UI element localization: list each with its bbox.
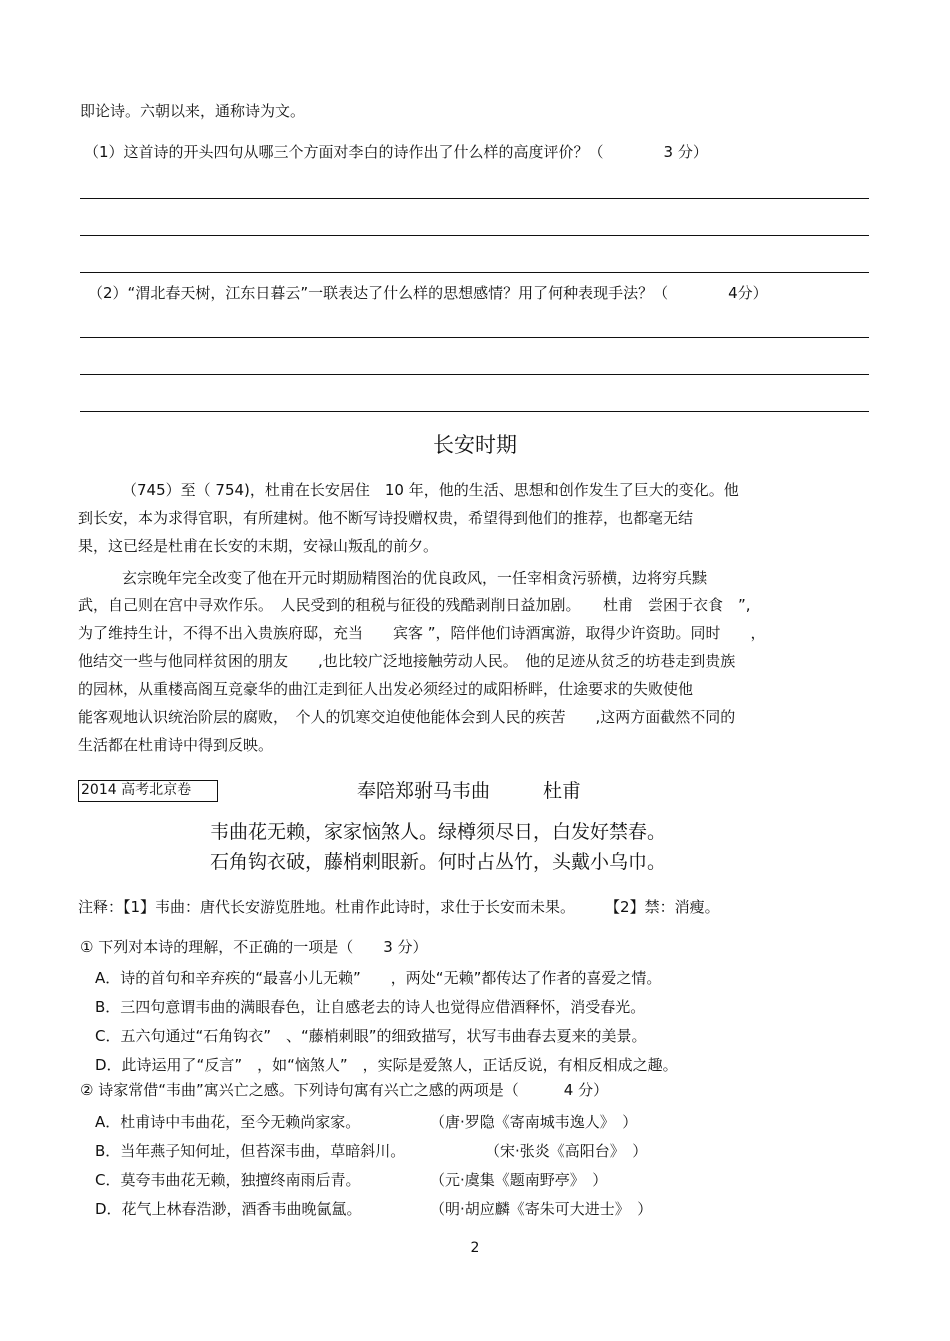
option-a: A．诗的首句和辛弃疾的“最喜小儿无赖” ，两处“无赖”都传达了作者的喜爱之情。 [95,969,662,987]
option-b: B．三四句意谓韦曲的满眼春色，让自感老去的诗人也觉得应借酒释怀，消受春光。 [95,998,646,1016]
option-c: C．莫夸韦曲花无赖，独擅终南雨后青。 [95,1171,361,1189]
option-c-source: （元·虞集《题南野亭》 ） [430,1171,608,1189]
answer-line [80,337,869,338]
paragraph-line: 他结交一些与他同样贫困的朋友 ,也比较广泛地接触劳动人民。 他的足迹从贫乏的坊巷走到贵族 [78,652,736,670]
paragraph-line: 能客观地认识统治阶层的腐败， 个人的饥寒交迫使他能体会到人民的疾苦 ,这两方面截然不同的 [78,708,736,726]
option-a-source: （唐·罗隐《寄南城韦逸人》 ） [430,1113,638,1131]
answer-line [80,411,869,412]
exam-source-tag: 2014 高考北京卷 [78,780,218,802]
question-2-prompt: （2）“渭北春天树，江东日暮云”一联表达了什么样的思想感情？用了何种表现手法？（ 4分） [88,284,768,302]
option-d-source: （明·胡应麟《寄朱可大进士》 ） [430,1200,653,1218]
poem-title: 奉陪郑驸马韦曲 [357,780,491,802]
option-b-source: （宋·张炎《高阳台》 ） [485,1142,648,1160]
answer-line [80,235,869,236]
option-a: A．杜甫诗中韦曲花，至今无赖尚家家。 [95,1113,361,1131]
option-b: B．当年燕子知何址，但苔深韦曲，草暗斜川。 [95,1142,406,1160]
paragraph-line: 武，自己则在宫中寻欢作乐。 人民受到的租税与征役的残酷剥削日益加剧。 杜甫 尝困于衣食 ”, [78,596,751,614]
poem-line: 韦曲花无赖，家家恼煞人。绿樽须尽日，白发好禁春。 [210,821,667,843]
option-c: C．五六句通过“石角钩衣” 、“藤梢刺眼”的细致描写，状写韦曲春去夏来的美景。 [95,1027,647,1045]
paragraph-line: （745）至（ 754)，杜甫在长安居住 10 年，他的生活、思想和创作发生了巨大的变化。他 [122,481,739,499]
option-d: D．此诗运用了“反言” ，如“恼煞人” ，实际是爱煞人，正话反说，有相反相成之趣。 [95,1056,678,1074]
answer-line [80,198,869,199]
question-1-stem: ① 下列对本诗的理解，不正确的一项是（ 3 分） [80,938,428,956]
answer-line [80,374,869,375]
paragraph-line: 玄宗晚年完全改变了他在开元时期励精图治的优良政风，一任宰相贪污骄横，边将穷兵黩 [122,569,708,587]
page-number: 2 [470,1240,480,1256]
question-2-stem: ② 诗家常借“韦曲”寓兴亡之感。下列诗句寓有兴亡之感的两项是（ 4 分） [80,1081,609,1099]
paragraph-line: 生活都在杜甫诗中得到反映。 [78,736,274,754]
question-1-prompt: （1）这首诗的开头四句从哪三个方面对李白的诗作出了什么样的高度评价？（ 3 分） [84,143,708,161]
paragraph-line: 的园林，从重楼高阁互竞豪华的曲江走到征人出发必须经过的咸阳桥畔，仕途要求的失败使他 [78,680,694,698]
poem-line: 石角钩衣破，藤梢刺眼新。何时占丛竹，头戴小乌巾。 [210,851,667,873]
poem-author: 杜甫 [543,780,582,802]
paragraph-line: 为了维持生计，不得不出入贵族府邸，充当 宾客 ”，陪伴他们诗酒寓游，取得少许资助。同时 ， [78,624,766,642]
option-d: D．花气上林春浩渺，酒香韦曲晚氤氲。 [95,1200,362,1218]
answer-line [80,272,869,273]
paragraph-line: 到长安，本为求得官职，有所建树。他不断写诗投赠权贵，希望得到他们的推荐，也都毫无结 [78,509,694,527]
section-title: 长安时期 [433,433,517,457]
intro-line: 即论诗。六朝以来，通称诗为文。 [80,102,306,120]
poem-note: 注释：【1】韦曲：唐代长安游览胜地。杜甫作此诗时，求仕于长安而未果。 【2】禁：消瘦。 [78,898,720,916]
paragraph-line: 果，这已经是杜甫在长安的末期，安禄山叛乱的前夕。 [78,537,439,555]
